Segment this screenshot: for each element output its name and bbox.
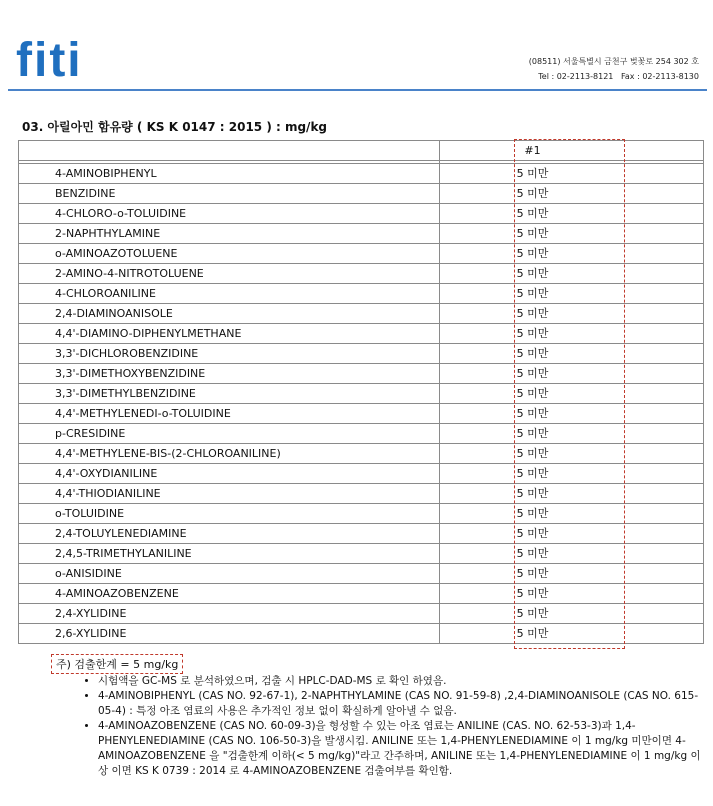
substance-name: 4-CHLOROANILINE [19,284,440,304]
substance-name: 3,3'-DICHLOROBENZIDINE [19,344,440,364]
result-value-text: 5 미만 [516,167,549,180]
result-value [440,624,704,644]
table-row [19,484,704,504]
result-value [440,504,704,524]
result-value [440,484,704,504]
company-address-block [529,54,699,84]
note-item: • 시험액을 GC-MS 로 분석하였으며, 검출 시 HPLC-DAD-MS 로 확인 하였음. [98,674,704,689]
detection-limit-note: 주) 검출한계 = 5 mg/kg [51,654,183,674]
result-value [440,604,704,624]
result-value-text: 5 미만 [516,367,549,380]
substance-name: 3,3'-DIMETHOXYBENZIDINE [19,364,440,384]
result-value [440,384,704,404]
table-row [19,424,704,444]
result-value-text: 5 미만 [516,627,549,640]
result-value-text: 5 미만 [516,307,549,320]
table-row [19,344,704,364]
result-value [440,184,704,204]
notes-list [84,674,704,779]
section-title: 03. 아릴아민 함유량 ( KS K 0147 : 2015 ) : mg/kg [22,120,328,134]
table-row [19,184,704,204]
substance-name: 2,4-XYLIDINE [19,604,440,624]
table-row [19,164,704,184]
fiti-logo [16,34,146,84]
result-value-text: 5 미만 [516,187,549,200]
result-value [440,264,704,284]
substance-name: 4,4'-DIAMINO-DIPHENYLMETHANE [19,324,440,344]
result-value [440,244,704,264]
result-value [440,564,704,584]
table-row [19,364,704,384]
result-value [440,424,704,444]
result-value [440,464,704,484]
table-header-row [19,141,704,161]
result-value-text: 5 미만 [516,407,549,420]
result-value [440,404,704,424]
result-value-text: 5 미만 [516,267,549,280]
table-row [19,544,704,564]
substance-name: 2-AMINO-4-NITROTOLUENE [19,264,440,284]
substance-name: 4-AMINOBIPHENYL [19,164,440,184]
table-row [19,204,704,224]
result-value-text: 5 미만 [516,247,549,260]
result-value-text: 5 미만 [516,567,549,580]
note-item: • 4-AMINOAZOBENZENE (CAS NO. 60-09-3)을 형성할 수 있는 아조 염료는 ANILINE (CAS. NO. 62-53-3)과 1,4-PHENYLENEDIAMINE (CAS NO. 106-50-3)을 발생시킴. ANILINE 또는 1,4-PHENYLENEDIAMINE 이 1 mg/kg 미만이면 4-AMINOAZOBENZENE 을 "검출한계 이하(< 5 mg/kg)"라고 간주하며, ANILINE 또는 1,4-PHENYLENEDIAMINE 이 1 mg/kg 이상 이면 KS K 0739 : 2014 로 4-AMINOAZOBENZENE 검출여부를 확인함. [98,719,704,779]
substance-name: 2,4,5-TRIMETHYLANILINE [19,544,440,564]
result-value-text: 5 미만 [516,467,549,480]
result-value-text: 5 미만 [516,427,549,440]
result-value [440,204,704,224]
table-row [19,304,704,324]
company-address: (08511) 서울특별시 금천구 벚꽃로 254 302 호 [528,57,699,66]
result-value-text: 5 미만 [516,327,549,340]
table-row [19,244,704,264]
substance-name: p-CRESIDINE [19,424,440,444]
substance-name: 2,4-TOLUYLENEDIAMINE [19,524,440,544]
result-value-text: 5 미만 [516,447,549,460]
contact-line [529,69,699,84]
substance-name: 4-AMINOAZOBENZENE [19,584,440,604]
result-value-text: 5 미만 [516,587,549,600]
result-value [440,544,704,564]
table-row [19,564,704,584]
substance-name: 2,4-DIAMINOANISOLE [19,304,440,324]
result-value-text: 5 미만 [516,607,549,620]
arylamine-results-table [18,140,704,644]
substance-name: 3,3'-DIMETHYLBENZIDINE [19,384,440,404]
table-row [19,524,704,544]
result-value-text: 5 미만 [516,507,549,520]
substance-name: 4,4'-METHYLENE-BIS-(2-CHLOROANILINE) [19,444,440,464]
note-item: • 4-AMINOBIPHENYL (CAS NO. 92-67-1), 2-NAPHTHYLAMINE (CAS NO. 91-59-8) ,2,4-DIAMINOANISOLE (CAS NO. 615-05-4) : 특정 아조 염료의 사용은 추가적인 정보 없이 확실하게 알아낼 수 없음. [98,689,704,719]
table-row [19,404,704,424]
substance-name: 4,4'-METHYLENEDI-o-TOLUIDINE [19,404,440,424]
header-divider [8,89,707,91]
substance-name: 4-CHLORO-o-TOLUIDINE [19,204,440,224]
result-value-text: 5 미만 [516,227,549,240]
table-row [19,224,704,244]
result-value [440,164,704,184]
table-row [19,624,704,644]
table-row [19,464,704,484]
result-value-text: 5 미만 [516,207,549,220]
result-value [440,584,704,604]
substance-name: 4,4'-OXYDIANILINE [19,464,440,484]
result-value [440,284,704,304]
substance-name: o-ANISIDINE [19,564,440,584]
result-value-text: 5 미만 [516,487,549,500]
substance-name: BENZIDINE [19,184,440,204]
result-value-text: 5 미만 [516,547,549,560]
result-value-text: 5 미만 [516,387,549,400]
fax-number: Fax : 02-2113-8130 [621,72,699,81]
phone-number: Tel : 02-2113-8121 [538,72,614,81]
result-value-text: 5 미만 [516,527,549,540]
result-value [440,304,704,324]
substance-name: 2-NAPHTHYLAMINE [19,224,440,244]
substance-name: 2,6-XYLIDINE [19,624,440,644]
result-value [440,324,704,344]
table-row [19,264,704,284]
table-row [19,504,704,524]
substance-name: o-TOLUIDINE [19,504,440,524]
result-value-text: 5 미만 [516,347,549,360]
table-row [19,324,704,344]
table-row [19,584,704,604]
result-value [440,224,704,244]
logo-text: fiti [16,34,83,84]
table-row [19,284,704,304]
header-blank-cell [19,141,440,161]
result-value [440,524,704,544]
substance-name: 4,4'-THIODIANILINE [19,484,440,504]
substance-name: o-AMINOAZOTOLUENE [19,244,440,264]
sample-column-header: #1 [440,141,704,161]
result-value-text: 5 미만 [516,287,549,300]
table-row [19,384,704,404]
result-value [440,444,704,464]
result-value [440,344,704,364]
table-row [19,604,704,624]
result-value [440,364,704,384]
table-row [19,444,704,464]
